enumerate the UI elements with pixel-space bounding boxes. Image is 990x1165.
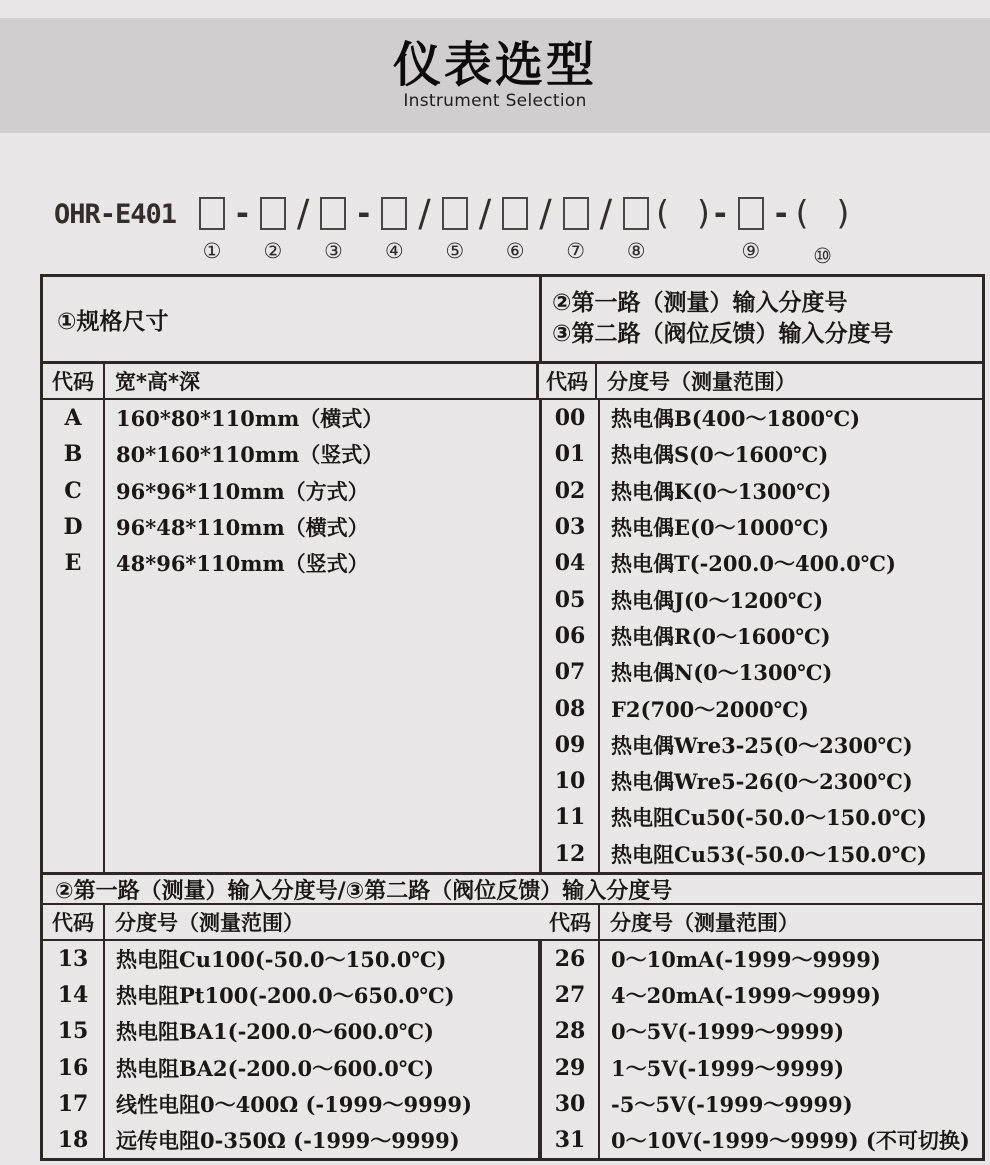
- table-row: [542, 836, 982, 872]
- model-prefix: OHR-E401: [54, 199, 177, 230]
- position-marker-10: ⑩: [813, 244, 832, 268]
- slot-box-4: [381, 197, 407, 230]
- dash-separator: -: [774, 196, 788, 232]
- table-row: [43, 1013, 538, 1049]
- row-code: 29: [554, 1054, 586, 1081]
- row-desc: 热电偶J(0～1200℃): [611, 587, 824, 613]
- table-row: [542, 654, 982, 690]
- model-slot-7: [563, 192, 589, 263]
- col-header-code: 代码: [43, 905, 105, 939]
- position-marker-5: ⑤: [445, 239, 465, 263]
- slot-box-3: [320, 197, 346, 230]
- row-desc: 热电阻Cu50(-50.0～150.0℃): [611, 805, 927, 831]
- row-desc: 0～5V(-1999～9999): [611, 1019, 844, 1045]
- spec-size-header: ①规格尺寸: [43, 277, 542, 361]
- input-division-header-line2: ③第二路（阀位反馈）输入分度号: [552, 321, 894, 347]
- position-marker-1: ①: [202, 239, 222, 263]
- slot-box-8: [623, 197, 649, 230]
- model-slot-9: [738, 192, 764, 263]
- slash-separator: /: [539, 192, 552, 235]
- slot-box-5: [442, 197, 468, 230]
- section2-body: [43, 941, 982, 1158]
- input-division-header-line1: ②第一路（测量）输入分度号: [552, 290, 848, 316]
- spec-size-rows: [43, 400, 539, 581]
- table-row: [542, 1122, 982, 1158]
- dash-separator: -: [713, 196, 727, 232]
- table-row: [43, 1086, 538, 1122]
- row-desc: 96*96*110mm（方式）: [116, 478, 369, 504]
- division-rows-00-12: [542, 400, 982, 872]
- row-code: 27: [554, 982, 586, 1009]
- row-code: 18: [57, 1127, 89, 1154]
- table-row: [542, 763, 982, 799]
- slash-separator: /: [296, 192, 310, 235]
- row-desc: 160*80*110mm（横式）: [116, 406, 384, 432]
- row-desc: 热电偶S(0～1600℃): [611, 442, 829, 468]
- row-code: 04: [554, 550, 586, 577]
- table-row: [43, 977, 538, 1013]
- row-code: 09: [554, 731, 586, 758]
- row-desc: 80*160*110mm（竖式）: [116, 442, 384, 468]
- row-code: 14: [57, 982, 89, 1009]
- selection-table: [40, 274, 985, 1161]
- col-header-division: 分度号（测量范围）: [607, 370, 796, 394]
- model-slot-4: [381, 192, 407, 263]
- section1-left-half: [43, 400, 542, 872]
- row-desc: 热电阻BA1(-200.0～600.0℃): [116, 1019, 434, 1045]
- slot-box-6: [502, 197, 528, 230]
- row-desc: 热电偶T(-200.0～400.0℃): [611, 551, 896, 577]
- row-desc: 热电偶N(0～1300℃): [611, 660, 833, 686]
- row-code: 30: [554, 1090, 586, 1117]
- model-slot-2: [260, 192, 286, 263]
- row-code: 17: [57, 1090, 89, 1117]
- row-desc: -5～5V(-1999～9999): [611, 1091, 853, 1117]
- slash-separator: /: [418, 192, 431, 235]
- table-row: [542, 581, 982, 617]
- table-row: [542, 1050, 982, 1086]
- table-row: [43, 473, 539, 509]
- row-code: D: [63, 514, 83, 541]
- model-slot-8: [623, 192, 649, 263]
- row-code: B: [63, 441, 83, 468]
- table-row: [43, 1050, 538, 1086]
- row-code: E: [64, 550, 82, 577]
- row-desc: 热电偶Wre5-26(0～2300℃): [611, 769, 913, 795]
- row-code: 06: [554, 622, 586, 649]
- open-paren: (: [656, 193, 670, 232]
- open-paren: (: [795, 193, 809, 232]
- row-desc: 线性电阻0～400Ω (-1999～9999): [116, 1091, 472, 1117]
- table-row: [542, 1013, 982, 1049]
- close-paren: ): [836, 193, 850, 232]
- table-row: [43, 1122, 538, 1158]
- row-code: 07: [554, 659, 586, 686]
- column-divider: [598, 941, 600, 1158]
- page-subtitle: Instrument Selection: [403, 91, 587, 112]
- col-header-division: 分度号（测量范围）: [115, 911, 304, 935]
- table-row: [542, 473, 982, 509]
- row-desc: 4～20mA(-1999～9999): [611, 983, 881, 1009]
- model-code-line: [54, 192, 853, 268]
- col-header-dimensions: 宽*高*深: [105, 364, 539, 398]
- input-division-header: [542, 277, 982, 361]
- section2-header: ②第一路（测量）输入分度号/③第二路（阀位反馈）输入分度号: [43, 872, 982, 905]
- col-header-code: 代码: [542, 905, 600, 939]
- row-code: 16: [57, 1054, 89, 1081]
- table-row: [43, 545, 539, 581]
- table-row: [43, 436, 539, 472]
- row-code: 02: [554, 477, 586, 504]
- position-marker-8: ⑧: [626, 239, 646, 263]
- table-row: [542, 1086, 982, 1122]
- col-header-division: 分度号（测量范围）: [610, 911, 799, 935]
- row-desc: 热电偶K(0～1300℃): [611, 478, 832, 504]
- table-row: [43, 941, 538, 977]
- slash-separator: /: [599, 192, 613, 235]
- position-marker-6: ⑥: [505, 239, 525, 263]
- page-title: 仪表选型: [392, 36, 597, 93]
- row-code: 05: [554, 586, 586, 613]
- section1-subheader-row: [43, 364, 982, 400]
- row-desc: 热电阻Cu100(-50.0～150.0℃): [116, 947, 447, 973]
- position-marker-4: ④: [384, 239, 404, 263]
- section2-subheader-row: [43, 905, 982, 941]
- section1-header-row: [43, 277, 982, 364]
- col-header-code: 代码: [43, 364, 105, 398]
- table-row: [542, 977, 982, 1013]
- row-code: 13: [57, 946, 89, 973]
- table-row: [43, 509, 539, 545]
- dash-separator: -: [357, 196, 371, 232]
- table-row: [542, 400, 982, 436]
- row-code: A: [64, 405, 82, 432]
- division-rows-26-31: [542, 941, 982, 1158]
- section1-right-half: [542, 400, 982, 872]
- row-desc: 热电阻Pt100(-200.0～650.0℃): [116, 983, 455, 1009]
- row-desc: 热电偶Wre3-25(0～2300℃): [611, 732, 913, 758]
- section1-body: [43, 400, 982, 872]
- model-slot-6: [502, 192, 528, 263]
- row-code: 31: [554, 1127, 586, 1154]
- row-desc: 远传电阻0-350Ω (-1999～9999): [116, 1128, 460, 1154]
- column-divider: [103, 941, 105, 1158]
- table-row: [542, 436, 982, 472]
- row-code: 15: [57, 1018, 89, 1045]
- model-slot-10: [796, 192, 850, 268]
- row-desc: 热电阻BA2(-200.0～600.0℃): [116, 1055, 434, 1081]
- row-code: 08: [554, 695, 586, 722]
- row-desc: 热电阻Cu53(-50.0～150.0℃): [611, 841, 927, 867]
- column-divider: [598, 400, 600, 872]
- slot-box-7: [563, 197, 589, 230]
- dash-separator: -: [236, 196, 249, 232]
- row-desc: 0～10V(-1999～9999) (不可切换): [611, 1128, 970, 1154]
- row-code: 12: [554, 840, 586, 867]
- row-code: 03: [554, 514, 586, 541]
- row-desc: 热电偶B(400～1800℃): [611, 406, 861, 432]
- model-slot-5: [442, 192, 468, 263]
- section2-left-half: [43, 941, 542, 1158]
- division-rows-13-18: [43, 941, 538, 1158]
- slash-separator: /: [478, 192, 492, 235]
- model-slot-1: [199, 192, 225, 263]
- position-marker-3: ③: [323, 239, 343, 263]
- table-row: [542, 509, 982, 545]
- row-desc: 0～10mA(-1999～9999): [611, 947, 881, 973]
- table-row: [542, 690, 982, 726]
- position-marker-7: ⑦: [566, 239, 586, 263]
- row-desc: 96*48*110mm（横式）: [116, 515, 369, 541]
- table-row: [542, 941, 982, 977]
- close-paren: ): [697, 193, 710, 232]
- table-row: [542, 618, 982, 654]
- col-header-code: 代码: [539, 364, 597, 398]
- position-marker-2: ②: [263, 239, 283, 263]
- row-code: C: [64, 477, 82, 504]
- row-code: 28: [554, 1018, 586, 1045]
- table-row: [542, 799, 982, 835]
- position-marker-9: ⑨: [741, 239, 761, 263]
- row-code: 01: [554, 441, 586, 468]
- slot-box-2: [260, 197, 286, 230]
- table-row: [542, 545, 982, 581]
- row-desc: 热电偶R(0～1600℃): [611, 623, 831, 649]
- table-row: [542, 727, 982, 763]
- row-desc: F2(700～2000℃): [611, 696, 809, 722]
- row-desc: 热电偶E(0～1000℃): [611, 515, 830, 541]
- header-banner: [0, 18, 990, 133]
- row-desc: 1～5V(-1999～9999): [611, 1055, 844, 1081]
- table-row: [43, 400, 539, 436]
- row-code: 10: [554, 768, 586, 795]
- model-slot-3: [320, 192, 346, 263]
- row-code: 00: [554, 405, 586, 432]
- column-divider: [103, 400, 105, 872]
- slot-box-1: [199, 197, 225, 230]
- row-desc: 48*96*110mm（竖式）: [116, 551, 369, 577]
- row-code: 11: [554, 804, 586, 831]
- row-code: 26: [554, 946, 586, 973]
- slot-box-9: [738, 197, 764, 230]
- section2-right-half: [542, 941, 982, 1158]
